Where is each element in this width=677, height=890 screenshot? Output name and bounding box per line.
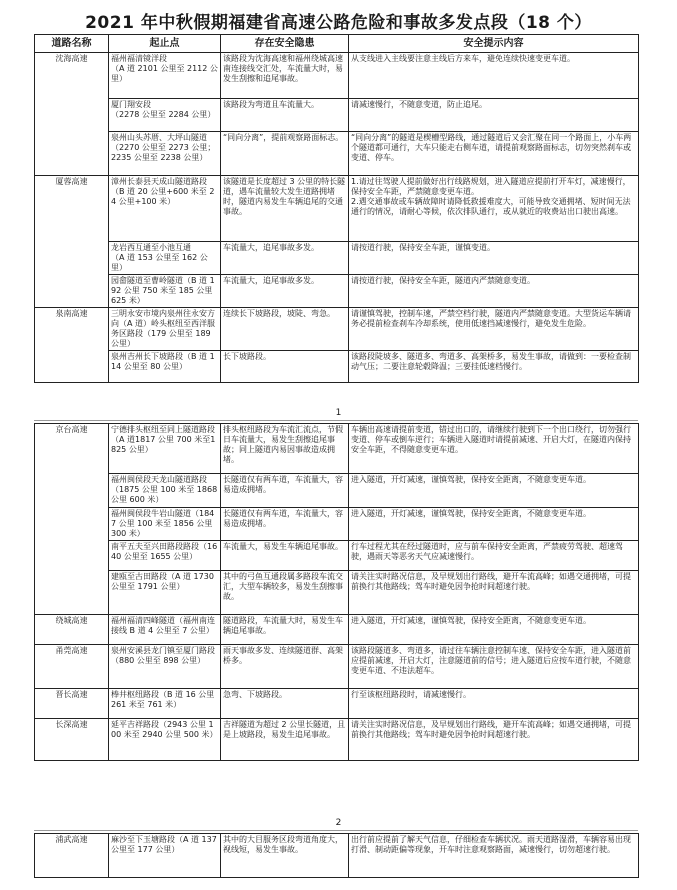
start-end: 宁德排头枢纽至同上隧道路段（A 道1817 公里 700 米至1825 公里） (109, 424, 221, 474)
hazard-table-page-1 (34, 34, 639, 383)
start-end: 泉州安溪县龙门镇至厦门路段（880 公里至 898 公里） (109, 645, 221, 689)
start-end: 棒井枢纽路段（B 道 16 公里 261 米至 761 米） (109, 689, 221, 719)
start-end: 漳州长泰县天成山隧道路段 （B 道 20 公里+600 米至 24 公里+100 米） (109, 176, 221, 242)
road-name: 晋长高速 (35, 689, 109, 719)
table-row (35, 834, 639, 878)
header-start-end: 起止点 (109, 35, 221, 53)
safety-tip: 进入隧道，开灯减速，谨慎驾驶，保持安全距离，不随意变更车道。 (349, 474, 639, 508)
hazard: “同向分离”，提前观察路面标志。 (221, 132, 349, 176)
hazard: 该路段为沈海高速和福州绕城高速南连接线交汇处，车流量大时，易发生刮擦和追尾事故。 (221, 53, 349, 99)
table-row (35, 424, 639, 474)
safety-tip: 进入隧道，开灯减速，谨慎驾驶，保持安全距离，不随意变更车道。 (349, 508, 639, 541)
table-row (35, 53, 639, 99)
table-row (35, 275, 639, 308)
table-row (35, 308, 639, 351)
hazard: 其中的弓鱼互通段属多路段车流交汇，大型车辆较多，易发生刮擦事故。 (221, 571, 349, 615)
document-title: 2021 年中秋假期福建省高速公路危险和事故多发点段（18 个） (85, 13, 592, 33)
hazard: 急弯、下坡路段。 (221, 689, 349, 719)
hazard-table-page-2 (34, 423, 639, 761)
safety-tip: 该路段隧道多、弯道多，请过往车辆注意控制车速、保持安全车距，进入隧道前应提前减速，开启大灯，注意隧道前的信号；进入隧道后应按车道行驶，不随意变更车道、不违法超车。 (349, 645, 639, 689)
table-row (35, 719, 639, 761)
table-row (35, 689, 639, 719)
table-row (35, 571, 639, 615)
safety-tip: 请减速慢行，不随意变道，防止追尾。 (349, 99, 639, 132)
hazard: 隧道路段，车流量大时，易发生车辆追尾事故。 (221, 615, 349, 645)
road-name: 甬莞高速 (35, 645, 109, 689)
hazard: 吉祥隧道为超过 2 公里长隧道，且是上坡路段，易发生追尾事故。 (221, 719, 349, 761)
table-row (35, 541, 639, 571)
page-number: 2 (335, 818, 342, 828)
road-name: 厦蓉高速 (35, 176, 109, 308)
start-end: 建瓯至古田路段（A 道 1730 公里至 1791 公里） (109, 571, 221, 615)
table-row (35, 176, 639, 242)
table-row (35, 645, 639, 689)
start-end: 泉州吉州长下坡路段（B 道 114 公里至 80 公里） (109, 351, 221, 383)
table-row (35, 474, 639, 508)
safety-tip: 该路段陡坡多、隧道多、弯道多、高架桥多，易发生事故，请做到：一要检查制动气压；二要注意轮毂降温；三要挂低速档慢行。 (349, 351, 639, 383)
page-number: 1 (335, 408, 342, 418)
table-header-row (35, 35, 639, 53)
header-tip: 安全提示内容 (349, 35, 639, 53)
hazard: 长隧道仅有两车道，车流量大，容易造成拥堵。 (221, 508, 349, 541)
safety-tip: 请按道行驶，保持安全车距，隧道内严禁随意变道。 (349, 275, 639, 308)
road-name: 浦武高速 (35, 834, 109, 878)
hazard: 车流量大，追尾事故多发。 (221, 275, 349, 308)
safety-tip: 进入隧道，开灯减速，谨慎驾驶，保持安全距离，不随意变更车道。 (349, 615, 639, 645)
start-end: 福州福清镜洋段 （A 道 2101 公里至 2112 公里） (109, 53, 221, 99)
table-row (35, 132, 639, 176)
road-name: 沈海高速 (35, 53, 109, 176)
hazard: 该隧道是长度超过 3 公里的特长隧道，遇车流量较大发生道路拥堵时，隧道内易发生车辆追尾的交通事故。 (221, 176, 349, 242)
hazard: 雨天事故多发、连续隧道群、高架桥多。 (221, 645, 349, 689)
table-row (35, 242, 639, 275)
road-name: 京台高速 (35, 424, 109, 615)
header-hazard: 存在安全隐患 (221, 35, 349, 53)
start-end: 延平吉祥路段（2943 公里 100 米至 2940 公里 500 米） (109, 719, 221, 761)
page-divider (34, 420, 638, 421)
safety-tip: 1.请过往驾驶人提前做好出行线路规划，进入隧道应提前打开车灯，减速慢行，保持安全车距，严禁随意变更车道。 2.遇交通事故或车辆故障时请降低救援难度大，可能导致交通拥堵、短时间无法通行的情况，请耐心等候，依次排队通行，或从就近的收费站出口驶出高速。 (349, 176, 639, 242)
start-end: 泉州山头苏厝、大坪山隧道 （2270 公里至 2273 公里； 2235 公里至 2238 公里） (109, 132, 221, 176)
start-end: 福州闽侯段牛岩山隧道（1847 公里 100 米至 1856 公里 300 米） (109, 508, 221, 541)
safety-tip: 请谨慎驾驶，控制车速，严禁空档行驶，隧道内严禁随意变道。大型货运车辆请务必提前检查刹车冷却系统，使用低速挡减速慢行，避免发生危险。 (349, 308, 639, 351)
table-row (35, 351, 639, 383)
road-name: 长深高速 (35, 719, 109, 761)
start-end: 龙岩西互通至小池互通 （A 道 153 公里至 162 公里） (109, 242, 221, 275)
road-name: 绕城高速 (35, 615, 109, 645)
road-name: 泉南高速 (35, 308, 109, 383)
hazard: 车流量大，易发生车辆追尾事故。 (221, 541, 349, 571)
safety-tip: 车辆出高速请提前变道，错过出口的，请继续行驶到下一个出口绕行，切勿强行变道、停车或倒车逆行；车辆进入隧道时请提前减速、开启大灯，在隧道内保持安全车距，不得随意变更车道。 (349, 424, 639, 474)
safety-tip: “同向分离”的隧道是楔槽型路线，通过隧道后又会汇聚在同一个路面上，小车两个隧道都可通行，大车只能走右侧车道，请提前观察路面标志，切勿突然刹车或变道、停车。 (349, 132, 639, 176)
hazard: 排头枢纽路段为车流汇流点，节假日车流量大，易发生刮擦追尾事故；同上隧道内易因事故造成拥堵。 (221, 424, 349, 474)
hazard: 车流量大，追尾事故多发。 (221, 242, 349, 275)
safety-tip: 出行前应提前了解天气信息，仔细检查车辆状况。雨天道路湿滑，车辆容易出现打滑、制动距偏等现象，开车时注意观察路面，减速慢行，切勿超速行驶。 (349, 834, 639, 878)
safety-tip: 请按道行驶，保持安全车距，谨慎变道。 (349, 242, 639, 275)
table-row (35, 508, 639, 541)
table-row (35, 99, 639, 132)
safety-tip: 请关注实时路况信息，及早规划出行路线，避开车流高峰；如遇交通拥堵，可提前换行其他路线；驾车时避免因争抢时间超速行驶。 (349, 571, 639, 615)
safety-tip: 从支线进入主线要注意主线后方来车，避免连续快速变更车道。 (349, 53, 639, 99)
table-row (35, 615, 639, 645)
hazard: 其中的大目服务区段弯道角度大，视线短，易发生事故。 (221, 834, 349, 878)
hazard: 长隧道仅有两车道，车流量大，容易造成拥堵。 (221, 474, 349, 508)
hazard: 该路段为弯道且车流量大。 (221, 99, 349, 132)
safety-tip: 行车过程尤其在经过隧道时，应与前车保持安全距离，严禁疲劳驾驶、超速驾驶，遇雨天等恶劣天气应减速慢行。 (349, 541, 639, 571)
page-divider (34, 830, 638, 831)
header-road: 道路名称 (35, 35, 109, 53)
safety-tip: 行至该枢纽路段时，请减速慢行。 (349, 689, 639, 719)
start-end: 福州福清四峰隧道（福州南连接线 B 道 4 公里至 7 公里） (109, 615, 221, 645)
hazard: 长下坡路段。 (221, 351, 349, 383)
hazard: 连续长下坡路段，坡陡、弯急。 (221, 308, 349, 351)
hazard-table-page-3 (34, 833, 639, 878)
start-end: 南平五夫至兴田路段路段（1640 公里至 1655 公里） (109, 541, 221, 571)
start-end: 厦门翔安段 （2278 公里至 2284 公里） (109, 99, 221, 132)
start-end: 麻沙至下玉塘路段（A 道 137 公里至 177 公里） (109, 834, 221, 878)
start-end: 三明永安市境内泉州往永安方向（A 道）岭头枢纽至西洋服务区路段（179 公里至 189 公里） (109, 308, 221, 351)
start-end: 园畲隧道至曹岭隧道（B 道 192 公里 750 米至 185 公里 625 米） (109, 275, 221, 308)
safety-tip: 请关注实时路况信息，及早规划出行路线，避开车流高峰；如遇交通拥堵，可提前换行其他路线；驾车时避免因争抢时间超速行驶。 (349, 719, 639, 761)
start-end: 福州闽侯段天龙山隧道路段（1875 公里 100 米至 1868 公里 600 米） (109, 474, 221, 508)
